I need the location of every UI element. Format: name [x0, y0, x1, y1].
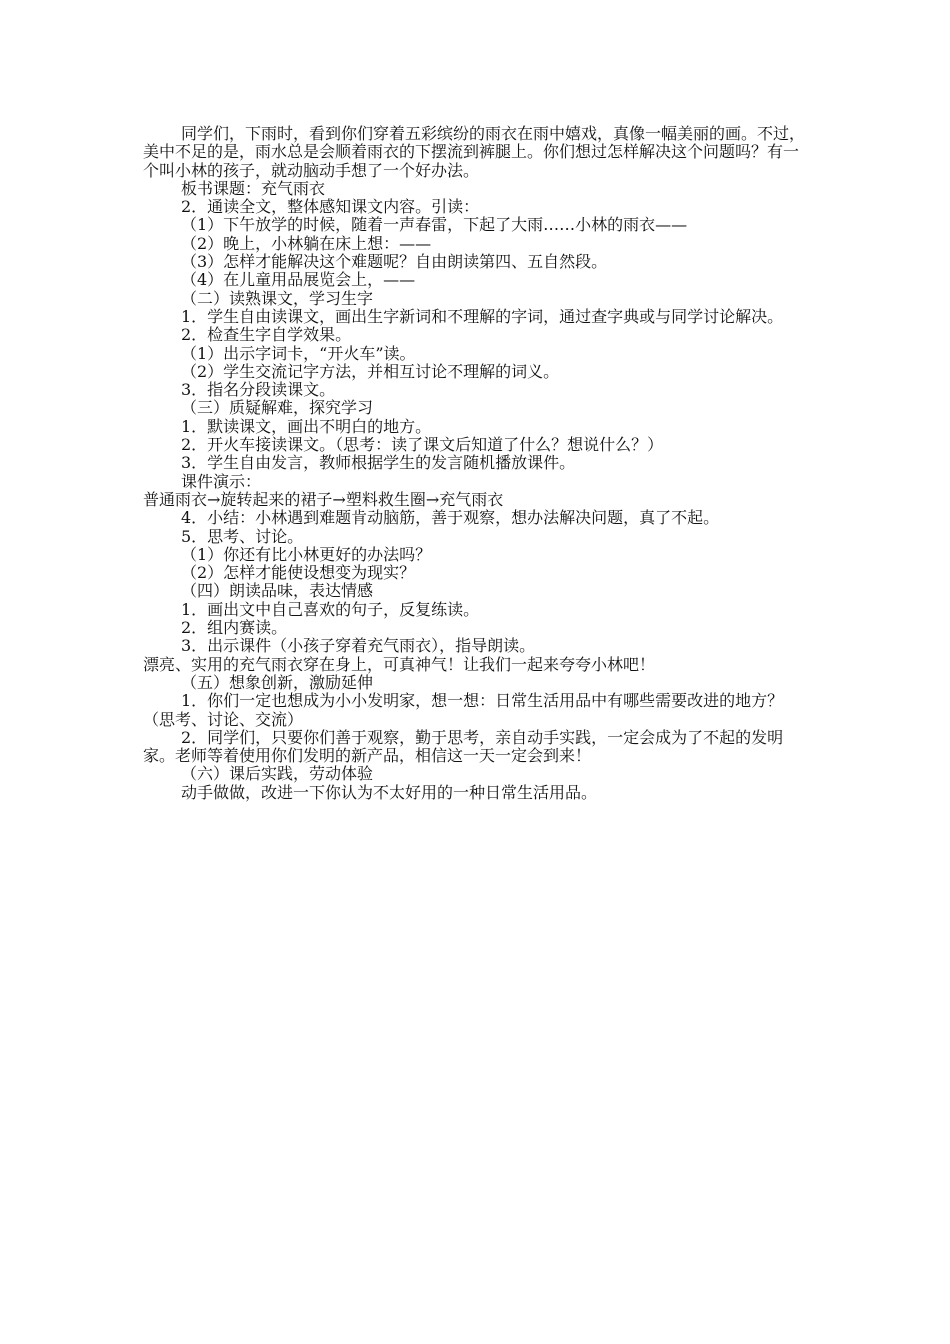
paragraph-explore-4: 4．小结：小林遇到难题肯动脑筋，善于观察，想办法解决问题，真了不起。: [181, 508, 720, 528]
paragraph-item-4: （4）在儿童用品展览会上，——: [181, 270, 416, 290]
paragraph-recite-2: 2．组内赛读。: [181, 618, 288, 638]
paragraph-read-2-2: （2）学生交流记字方法，并相互讨论不理解的词义。: [181, 361, 560, 381]
document-body: [143, 125, 813, 802]
paragraph-recite-1: 1．画出文中自己喜欢的句子，反复练读。: [181, 599, 480, 619]
paragraph-demo-sequence: 普通雨衣→旋转起来的裙子→塑料救生圈→充气雨衣: [143, 489, 504, 509]
paragraph-practice: 动手做做，改进一下你认为不太好用的一种日常生活用品。: [181, 782, 598, 802]
section-heading-5: （五）想象创新，激励延伸: [181, 672, 374, 692]
paragraph-explore-1: 1．默读课文，画出不明白的地方。: [181, 416, 432, 436]
paragraph-read-2-1: （1）出示字词卡，“开火车”读。: [181, 343, 416, 363]
paragraph-item-2: （2）晚上，小林躺在床上想：——: [181, 233, 432, 253]
paragraph-demo-label: 课件演示：: [181, 471, 262, 491]
paragraph-explore-5: 5．思考、讨论。: [181, 526, 304, 546]
paragraph-item-3: （3）怎样才能解决这个难题呢？自由朗读第四、五自然段。: [181, 252, 608, 272]
section-heading-3: （三）质疑解难，探究学习: [181, 398, 374, 418]
paragraph-read-3: 3．指名分段读课文。: [181, 380, 336, 400]
section-heading-2: （二）读熟课文，学习生字: [181, 288, 374, 308]
paragraph-read-2: 2．检查生字自学效果。: [181, 325, 352, 345]
paragraph-recite-praise: 漂亮、实用的充气雨衣穿在身上，可真神气！让我们一起来夸夸小林吧！: [143, 654, 656, 674]
paragraph-read-1: 1．学生自由读课文，画出生字新词和不理解的字词，通过查字典或与同学讨论解决。: [181, 306, 784, 326]
paragraph-item-1: （1）下午放学的时候，随着一声春雷，下起了大雨……小林的雨衣——: [181, 215, 688, 235]
paragraph-recite-3: 3．出示课件（小孩子穿着充气雨衣），指导朗读。: [181, 636, 536, 656]
section-heading-6: （六）课后实践，劳动体验: [181, 764, 374, 784]
paragraph-imagine-2: 2．同学们，只要你们善于观察，勤于思考，亲自动手实践，一定会成为了不起的发明家。老师等着使用你们发明的新产品，相信这一天一定会到来！: [143, 727, 784, 766]
section-heading-4: （四）朗读品味，表达情感: [181, 581, 374, 601]
paragraph-intro: 同学们，下雨时，看到你们穿着五彩缤纷的雨衣在雨中嬉戏，真像一幅美丽的画。不过，美中不足的是，雨水总是会顺着雨衣的下摆流到裤腿上。你们想过怎样解决这个问题吗？有一个叫小林的孩子，就动脑动手想了一个好办法。: [143, 124, 806, 180]
paragraph-explore-3: 3．学生自由发言，教师根据学生的发言随机播放课件。: [181, 453, 576, 473]
paragraph-board-title: 板书课题：充气雨衣: [181, 178, 326, 198]
paragraph-step-2: 2．通读全文，整体感知课文内容。引读：: [181, 197, 480, 217]
paragraph-explore-5-1: （1）你还有比小林更好的办法吗？: [181, 544, 432, 564]
paragraph-explore-2: 2．开火车接读课文。（思考：读了课文后知道了什么？想说什么？）: [181, 435, 664, 455]
paragraph-imagine-1: 1．你们一定也想成为小小发明家，想一想：日常生活用品中有哪些需要改进的地方？（思考、讨论、交流）: [143, 691, 784, 729]
paragraph-explore-5-2: （2）怎样才能使设想变为现实？: [181, 563, 416, 583]
